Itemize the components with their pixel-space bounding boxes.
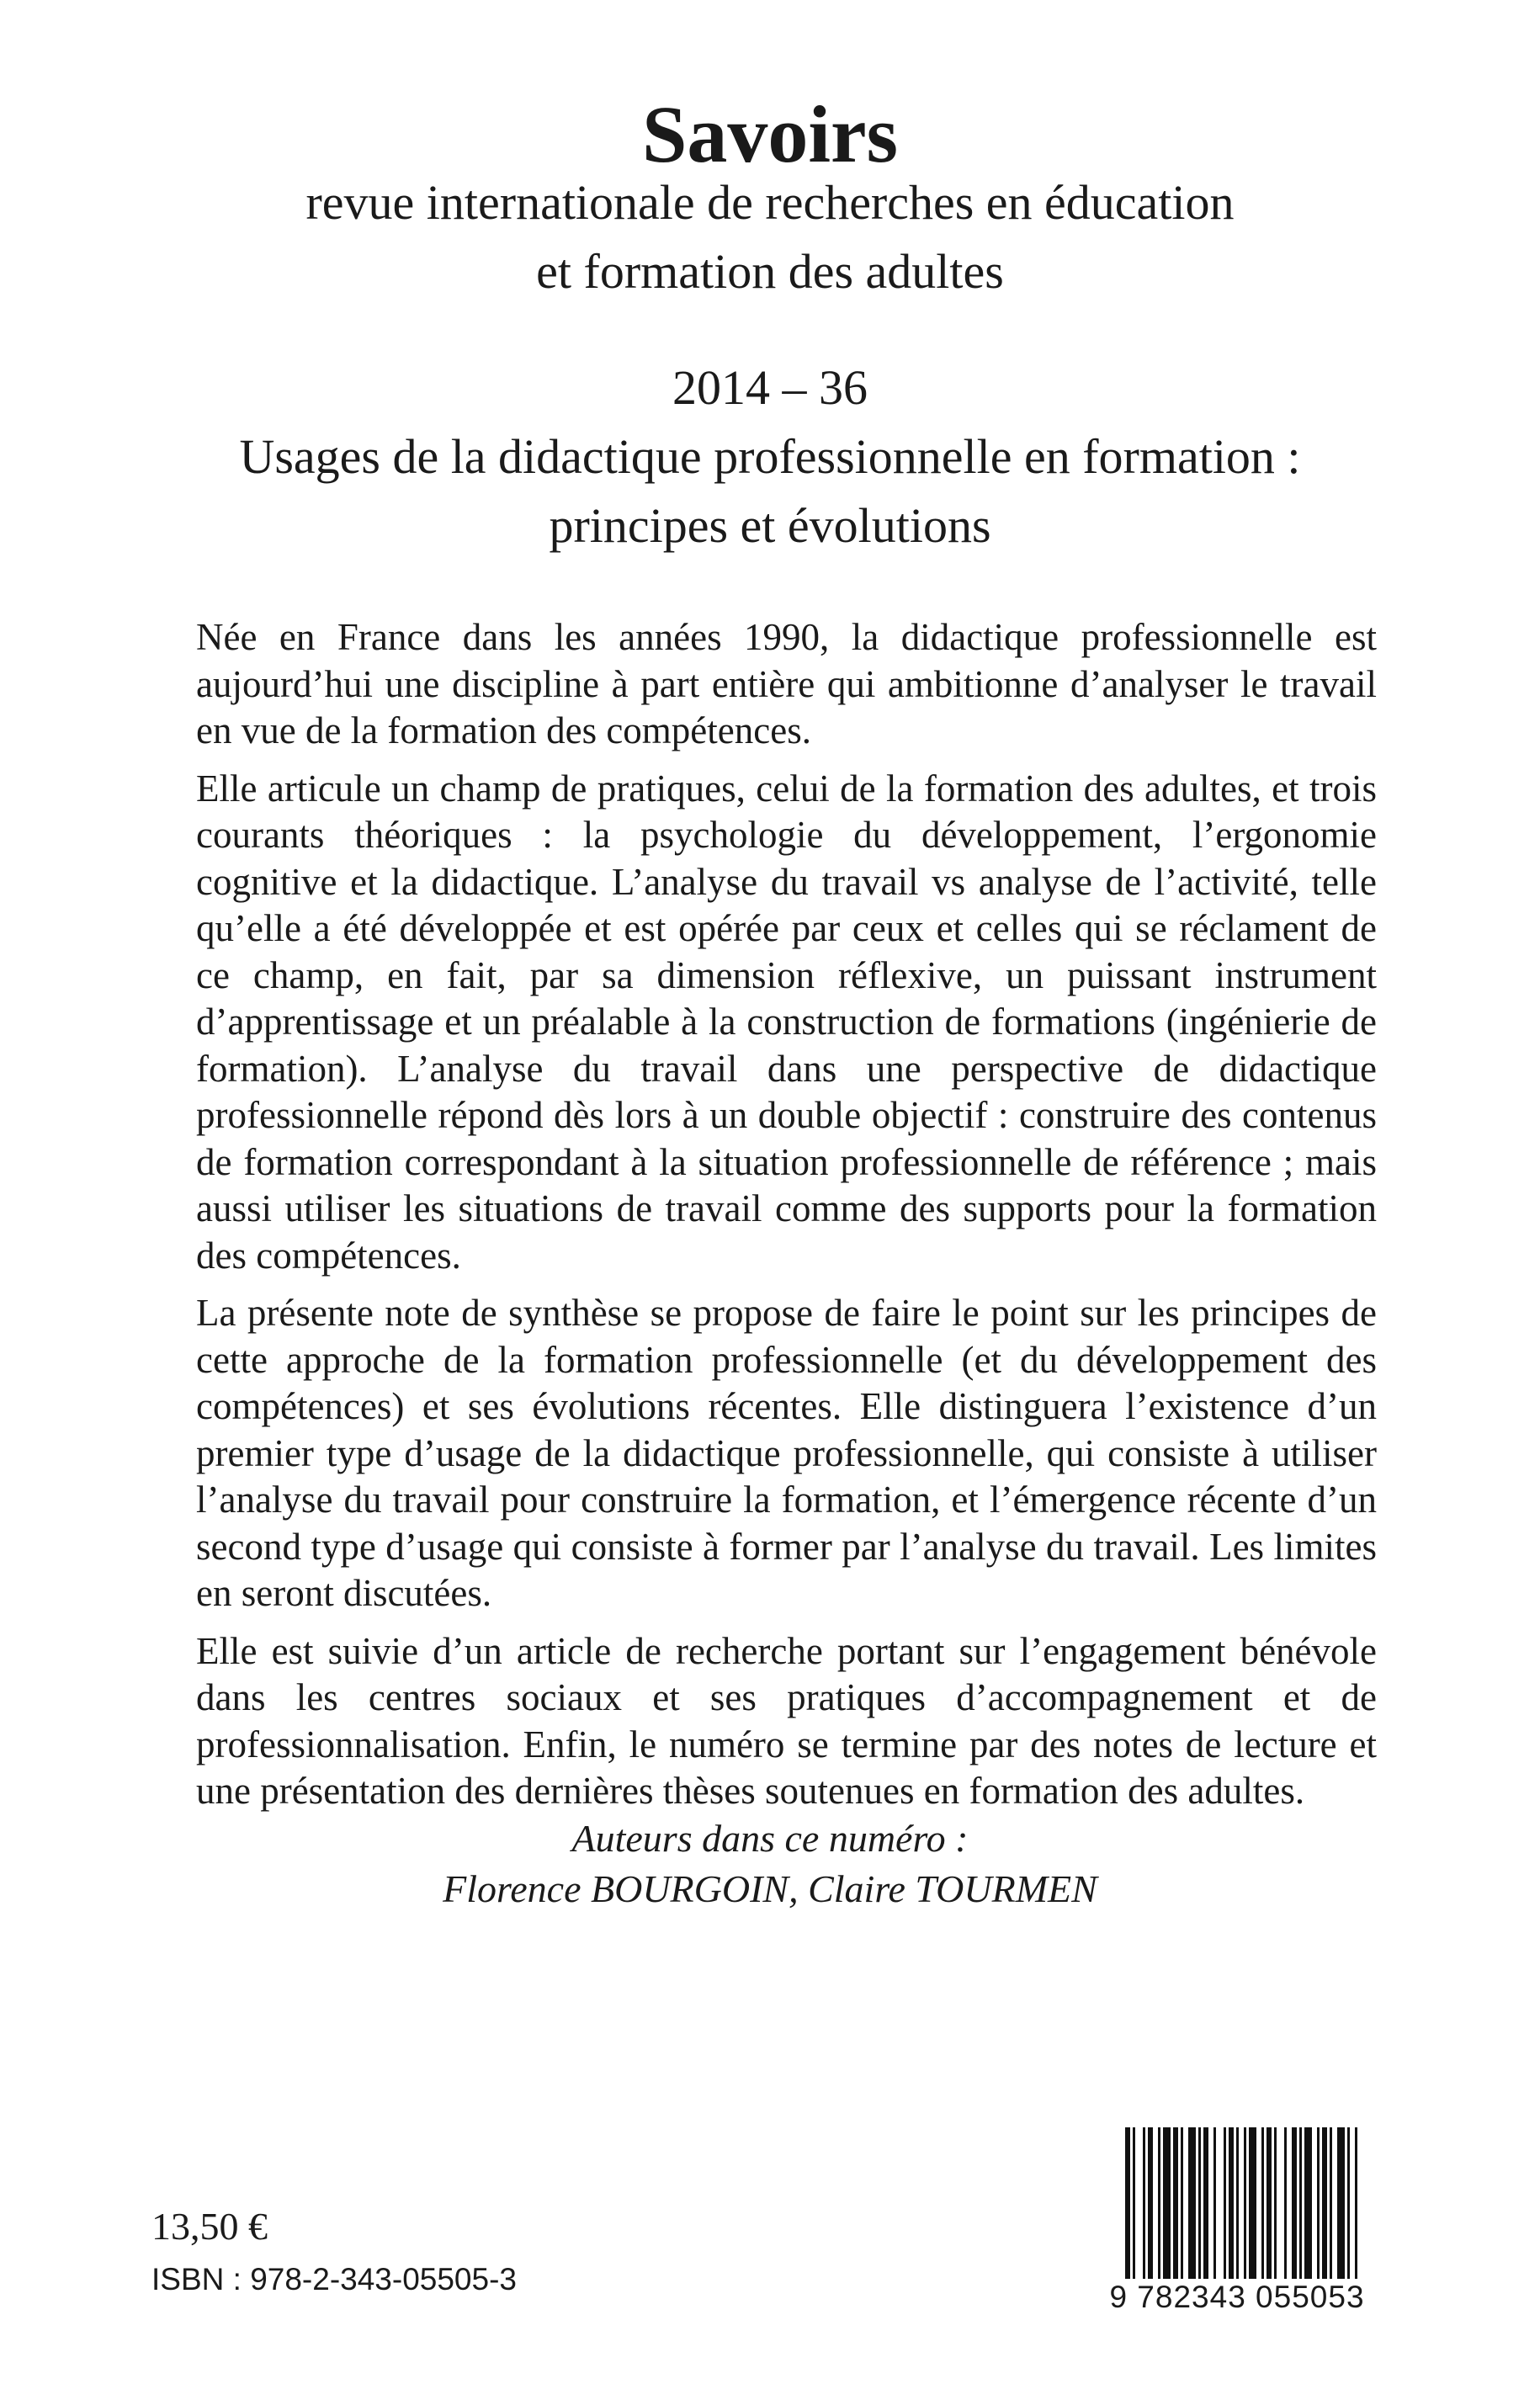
issue-theme-line-1: Usages de la didactique professionnelle en formation : (239, 429, 1301, 484)
journal-subtitle (0, 168, 1540, 306)
authors-names: Florence BOURGOIN, Claire TOURMEN (443, 1867, 1097, 1910)
price: 13,50 € (151, 2205, 268, 2248)
barcode-digits: 9 782343 055053 (1107, 2279, 1367, 2316)
summary-paragraph: Elle est suivie d’un article de recherche portant sur l’engagement bénévole dans les centres sociaux et ses pratiques d’accompagnement et de professionnalisation. Enfin, le numéro se termine par des notes de lecture et une présentation des dernières thèses soutenues en formation des adultes. (196, 1629, 1377, 1812)
issue-number: 2014 – 36 (672, 360, 868, 415)
authors-block (0, 1813, 1540, 1914)
journal-title: Savoirs (641, 89, 899, 179)
barcode-bars (1107, 2127, 1367, 2287)
summary-paragraph: Née en France dans les années 1990, la didactique professionnelle est aujourd’hui une discipline à part entière qui ambitionne d’analyser le travail en vue de la formation des compétences. (196, 616, 1377, 751)
summary-paragraph: Elle articule un champ de pratiques, celui de la formation des adultes, et trois courants théoriques : la psychologie du développement, l’ergonomie cognitive et la didactique. L’analyse du travail vs analyse de l’activité, telle qu’elle a été développée et est opérée par ceux et celles qui se réclament de ce champ, en fait, par sa dimension réflexive, un puissant instrument d’apprentissage et un préalable à la construction de formations (ingénierie de formation). L’analyse du travail dans une perspective de didactique professionnelle répond dès lors à un double objectif : construire des contenus de formation correspondant à la situation professionnelle de référence ; mais aussi utiliser les situations de travail comme des supports pour la formation des compétences. (196, 767, 1377, 1277)
authors-label: Auteurs dans ce numéro : (571, 1817, 969, 1860)
subtitle-line-1: revue internationale de recherches en éducation (305, 175, 1235, 230)
summary-text (196, 614, 1377, 1826)
summary-paragraph: La présente note de synthèse se propose de faire le point sur les principes de cette approche de la formation professionnelle (et du développement des compétences) et ses évolutions récentes. Elle distinguera l’existence d’un premier type d’usage de la didactique professionnelle, qui consiste à utiliser l’analyse du travail pour construire la formation, et l’émergence récente d’un second type d’usage qui consiste à former par l’analyse du travail. Les limites en seront discutées. (196, 1292, 1377, 1614)
issue-heading (0, 353, 1540, 560)
subtitle-line-2: et formation des adultes (536, 244, 1004, 299)
barcode (1107, 2127, 1367, 2317)
isbn: ISBN : 978-2-343-05505-3 (151, 2262, 517, 2296)
issue-theme-line-2: principes et évolutions (549, 498, 991, 553)
